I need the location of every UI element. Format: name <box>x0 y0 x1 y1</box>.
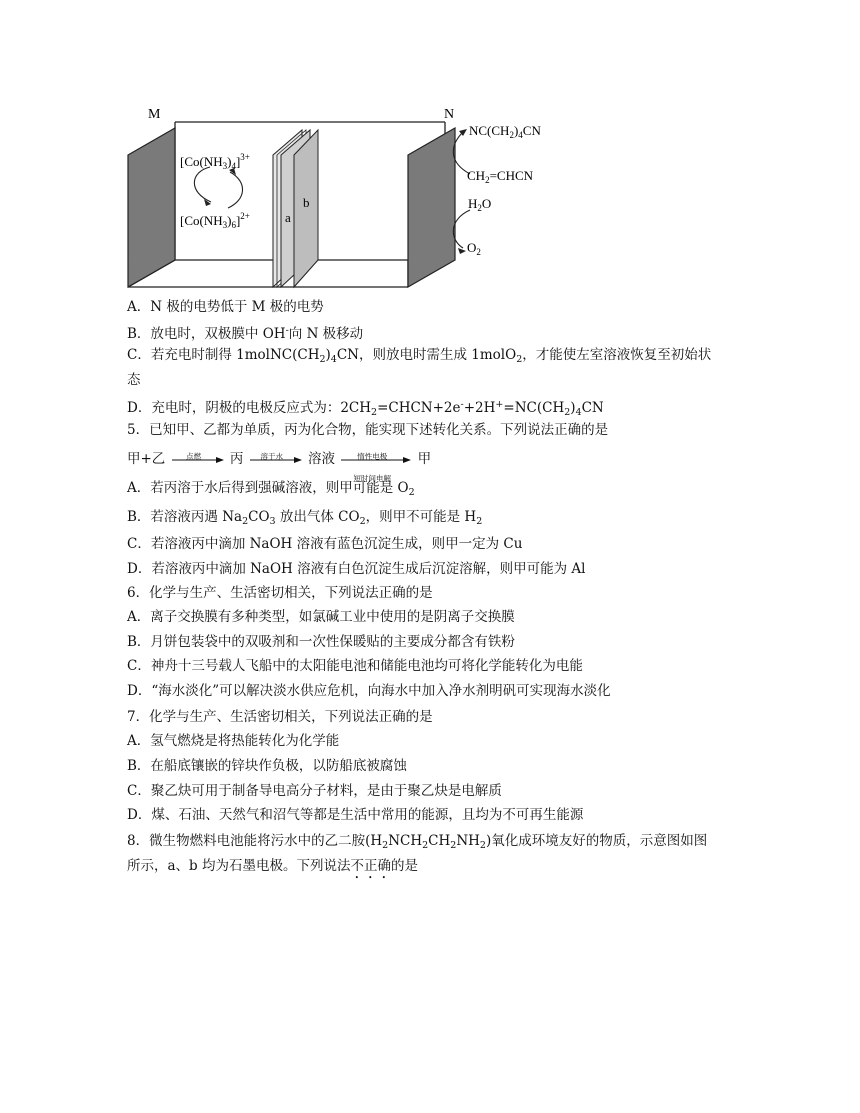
q5-option-a: A．若丙溶于水后得到强碱溶液，则甲可能是 $O_2$ <box>127 480 415 498</box>
q5-stem: 5．已知甲、乙都为单质，丙为化合物，能实现下述转化关系。下列说法正确的是 <box>127 422 609 438</box>
complex-bottom: $[Co(NH_3)_6]^{2+}$ <box>180 211 250 230</box>
label-N: N <box>444 107 455 122</box>
arrow-ignite: 点燃 <box>172 455 224 465</box>
q4-option-b: B．放电时，双极膜中 OH-向 N 极移动 <box>127 325 364 342</box>
q8-stem-line2: 所示，a、b 均为石墨电极。下列说法不正确的是 <box>127 858 418 874</box>
q7-option-b: B．在船底镶嵌的锌块作负极，以防船底被腐蚀 <box>127 758 407 774</box>
q6-option-b: B．月饼包装袋中的双吸剂和一次性保暖贴的主要成分都含有铁粉 <box>127 634 515 650</box>
label-a: a <box>285 210 291 225</box>
q5-option-b: B．若溶液丙遇 $Na_2CO_3$ 放出气体 $CO_2$，则甲不可能是 $H_2$ <box>127 509 483 527</box>
q6-option-d: D．“海水淡化”可以解决淡水供应危机，向海水中加入净水剂明矾可实现海水淡化 <box>127 683 611 699</box>
q5-reaction-chain: 甲+乙 点燃 丙 溶于水 溶液 惰性电极 短时间电解 甲 <box>127 451 432 483</box>
arrow-electrolysis: 惰性电极 短时间电解 <box>341 455 411 465</box>
q6-option-c: C．神舟十三号载人飞船中的太阳能电池和储能电池均可将化学能转化为电能 <box>127 658 583 674</box>
water-label: $H_2O$ <box>468 196 492 213</box>
label-M: M <box>148 107 161 122</box>
q5-option-c: C．若溶液丙中滴加 NaOH 溶液有蓝色沉淀生成，则甲一定为 Cu <box>127 536 523 552</box>
q4-option-c: C．若充电时制得 $1molNC(CH_2)_4CN$，则放电时需生成 1molO$_2$，才能使左室溶液恢复至初始状 <box>127 347 712 365</box>
arrow-dissolve: 溶于水 <box>250 455 302 465</box>
q7-option-d: D．煤、石油、天然气和沼气等都是生活中常用的能源，且均为不可再生能源 <box>127 807 584 823</box>
product-label: $NC(CH_2)_4CN$ <box>469 123 541 140</box>
reactant-label: $CH_2=CHCN$ <box>467 168 534 185</box>
complex-top: $[Co(NH_3)_4]^{3+}$ <box>180 152 250 171</box>
q7-option-a: A．氢气燃烧是将热能转化为化学能 <box>127 733 340 749</box>
bipolar-membrane <box>273 130 318 287</box>
label-b: b <box>303 195 310 210</box>
q6-stem: 6．化学与生产、生活密切相关，下列说法正确的是 <box>127 585 433 601</box>
q4-option-d: D．充电时，阴极的电极反应式为：$2CH_2=CHCN+2e^-+2H^+=NC(CH_2)_4CN$ <box>127 399 604 418</box>
q7-stem: 7．化学与生产、生活密切相关，下列说法正确的是 <box>127 709 433 725</box>
cell-diagram <box>118 100 598 295</box>
reaction-arrows <box>453 132 470 248</box>
oxygen-label: $O_2$ <box>467 240 481 257</box>
electrode-M <box>128 128 175 287</box>
q8-stem-line1: 8．微生物燃料电池能将污水中的乙二胺$(H_2NCH_2CH_2NH_2)$氧化成环境友好的物质，示意图如图 <box>127 833 708 851</box>
q5-option-d: D．若溶液丙中滴加 NaOH 溶液有白色沉淀生成后沉淀溶解，则甲可能为 Al <box>127 561 586 577</box>
q4-option-c-continued: 态 <box>127 372 141 388</box>
electrode-N <box>408 128 455 287</box>
emphasized-not-correct: 不正确 <box>350 858 391 874</box>
q7-option-c: C．聚乙炔可用于制备导电高分子材料，是由于聚乙炔是电解质 <box>127 783 502 799</box>
q4-option-a: A．N 极的电势低于 M 极的电势 <box>127 299 324 315</box>
q6-option-a: A．离子交换膜有多种类型，如氯碱工业中使用的是阴离子交换膜 <box>127 609 515 625</box>
